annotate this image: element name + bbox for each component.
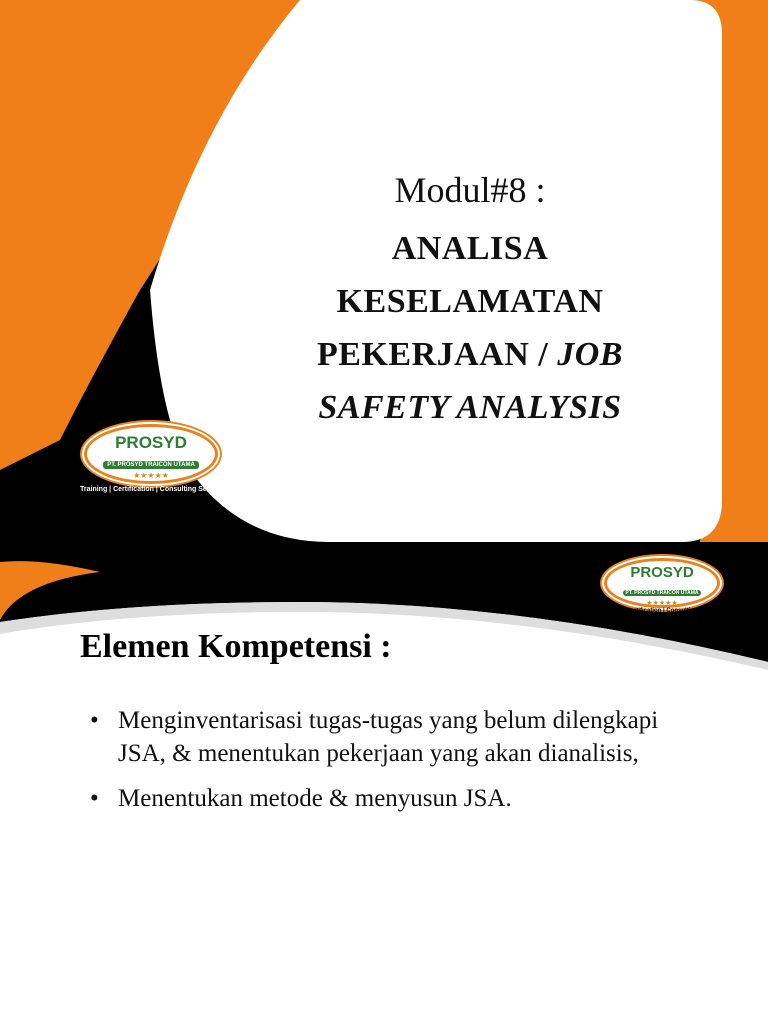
logo-tagline-small: Training | Certification | Consulting Services [598,608,725,614]
prosyd-logo-small [598,556,738,630]
slide-2 [0,542,768,1024]
list-item-text: Menentukan metode & menyusun JSA. [118,785,512,812]
list-item [90,782,690,815]
logo-oval-small [604,558,720,608]
title-block [270,168,670,434]
logo-stars-small: ★★★★★ [646,599,678,607]
title-line-3 [270,328,670,381]
title-line-2: KESELAMATAN [336,283,604,320]
title-line-3-normal: PEKERJAAN / [317,336,558,373]
list-item-text: Menginventarisasi tugas-tugas yang belum dilengkapi JSA, & menentukan pekerjaan yang akan dianalisis, [118,707,659,767]
bullet-icon: • [90,707,99,734]
prosyd-logo [80,422,230,502]
module-label: Modul#8 : [394,170,546,210]
title-line-3-italic: JOB [557,336,623,373]
logo-tagline: Training | Certification | Consulting Services [80,486,228,493]
logo-stars: ★★★★★ [133,471,169,480]
title-line-1: ANALISA [391,230,549,267]
competency-list [90,704,690,827]
logo-brand-small: PROSYD [630,564,694,581]
logo-company: PT. PROSYD TRAICON UTAMA [103,461,199,469]
title-line-4: SAFETY ANALYSIS [318,389,622,426]
section-heading: Elemen Kompetensi : [80,628,392,665]
bullet-icon: • [90,785,99,812]
logo-brand: PROSYD [115,433,187,452]
list-item [90,704,690,770]
logo-oval [84,424,218,484]
logo-company-small: PT. PROSYD TRAICON UTAMA [623,590,702,596]
slide-title [270,222,670,434]
